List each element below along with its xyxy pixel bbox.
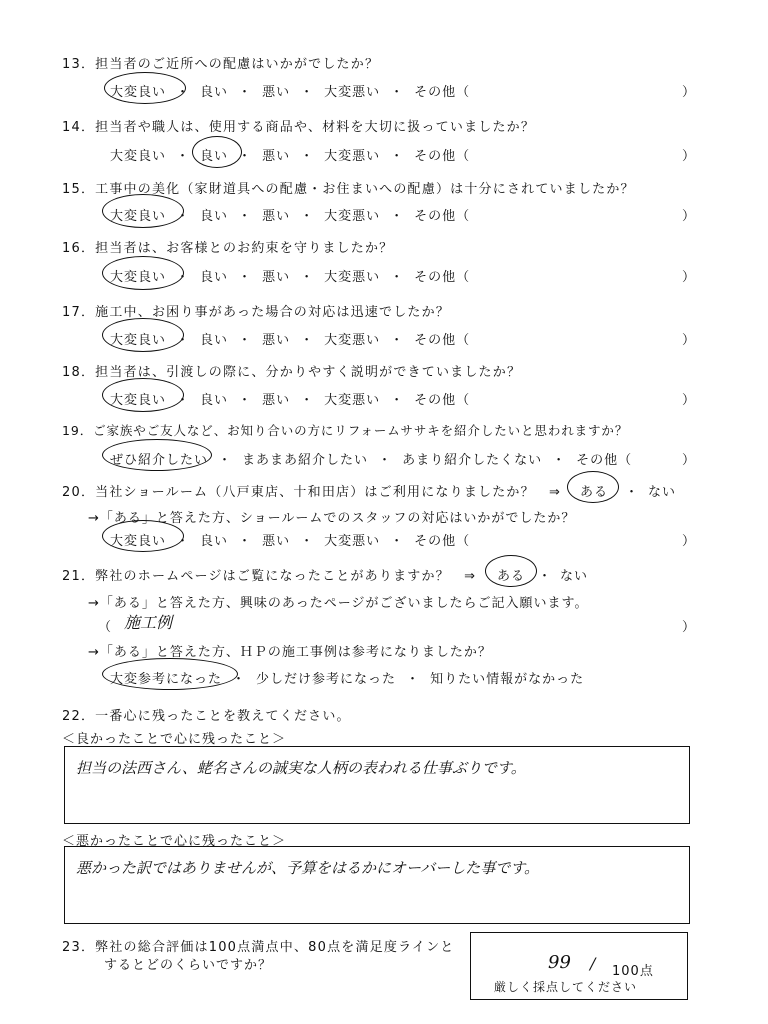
option-good: 良い [200, 85, 229, 100]
option-bad: 悪い [262, 85, 291, 100]
option-other: その他（ [414, 209, 471, 224]
good-section-label: ＜良かったことで心に残ったこと＞ [62, 732, 287, 747]
option-bad: 悪い [262, 333, 291, 348]
question-23: 23．弊社の総合評価は100点満点中、80点を満足度ラインと [62, 940, 455, 955]
question-21-followup-2: →「ある」と答えた方、ＨＰの施工事例は参考になりましたか？ [88, 645, 492, 660]
option-very-bad: 大変悪い [324, 393, 381, 408]
option-yes: ある [497, 569, 526, 584]
option-very-bad: 大変悪い [324, 270, 381, 285]
dot-separator: ・ [625, 485, 640, 500]
option-bad: 悪い [262, 393, 291, 408]
option-very-good: 大変良い [110, 149, 167, 164]
option-good: 良い [200, 149, 229, 164]
rating-options-15: 大変良い ・ 良い ・ 悪い ・ 大変悪い ・ その他（ [110, 205, 470, 224]
option-very-good: 大変良い [110, 333, 167, 348]
rating-options-14: 大変良い ・ 良い ・ 悪い ・ 大変悪い ・ その他（ [110, 145, 470, 164]
question-17: 17．施工中、お困り事があった場合の対応は迅速でしたか？ [62, 305, 451, 320]
question-21-followup-1: →「ある」と答えた方、興味のあったページがございましたらご記入願います。 [88, 596, 589, 611]
question-14: 14．担当者や職人は、使用する商品や、材料を大切に扱っていましたか？ [62, 120, 536, 135]
option-other: その他（ [414, 393, 471, 408]
rating-options-17: 大変良い ・ 良い ・ 悪い ・ 大変悪い ・ その他（ [110, 329, 470, 348]
close-paren: ） [682, 270, 696, 285]
option-other: その他（ [414, 270, 471, 285]
option-very-good: 大変良い [110, 209, 167, 224]
option-good: 良い [200, 393, 229, 408]
option-somewhat-refer: まあまあ紹介したい [242, 453, 369, 468]
question-21: 21．弊社のホームページはご覧になったことがありますか？ ⇒ [62, 569, 477, 584]
option-yes: ある [580, 485, 609, 500]
option-not-refer: あまり紹介したくない [402, 453, 543, 468]
option-other: その他（ [576, 453, 633, 468]
option-very-good: 大変良い [110, 534, 167, 549]
rating-options-18: 大変良い ・ 良い ・ 悪い ・ 大変悪い ・ その他（ [110, 389, 470, 408]
option-very-bad: 大変悪い [324, 534, 381, 549]
bad-answer-handwriting: 悪かった訳ではありませんが、予算をはるかにオーバーした事です。 [76, 859, 540, 877]
referral-options-19: ぜひ紹介したい ・ まあまあ紹介したい ・ あまり紹介したくない ・ その他（ [110, 449, 632, 468]
open-paren: （ [98, 620, 113, 635]
question-15: 15．工事中の美化（家財道具への配慮・お住まいへの配慮）は十分にされていましたか？ [62, 182, 635, 197]
handwritten-answer-pages: 施工例 [124, 613, 173, 632]
reference-options-21: 大変参考になった ・ 少しだけ参考になった ・ 知りたい情報がなかった [110, 668, 584, 687]
question-16: 16．担当者は、お客様とのお約束を守りましたか？ [62, 241, 394, 256]
option-very-bad: 大変悪い [324, 85, 381, 100]
option-other: その他（ [414, 85, 471, 100]
rating-options-13: 大変良い ・ 良い ・ 悪い ・ 大変悪い ・ その他（ [110, 81, 470, 100]
score-max: 100点 [612, 964, 654, 979]
option-bad: 悪い [262, 534, 291, 549]
dot-separator: ・ [538, 569, 553, 584]
close-paren: ） [682, 453, 696, 468]
option-no: ない [560, 569, 589, 584]
option-bad: 悪い [262, 209, 291, 224]
option-other: その他（ [414, 534, 471, 549]
option-very-good: 大変良い [110, 270, 167, 285]
rating-options-20: 大変良い ・ 良い ・ 悪い ・ 大変悪い ・ その他（ [110, 530, 470, 549]
question-13: 13．担当者のご近所への配慮はいかがでしたか？ [62, 57, 380, 72]
rating-options-16: 大変良い ・ 良い ・ 悪い ・ 大変悪い ・ その他（ [110, 266, 470, 285]
option-good: 良い [200, 534, 229, 549]
option-no: ない [648, 485, 677, 500]
option-other: その他（ [414, 149, 471, 164]
option-very-bad: 大変悪い [324, 333, 381, 348]
score-instruction: 厳しく採点してください [494, 980, 638, 994]
option-very-good: 大変良い [110, 393, 167, 408]
bad-section-label: ＜悪かったことで心に残ったこと＞ [62, 834, 287, 849]
option-bad: 悪い [262, 270, 291, 285]
option-no-info: 知りたい情報がなかった [430, 672, 585, 687]
option-bad: 悪い [262, 149, 291, 164]
handwritten-score: 99 [548, 952, 571, 973]
question-18: 18．担当者は、引渡しの際に、分かりやすく説明ができていましたか？ [62, 365, 522, 380]
option-slightly-helpful: 少しだけ参考になった [256, 672, 397, 687]
close-paren: ） [682, 209, 696, 224]
option-other: その他（ [414, 333, 471, 348]
option-very-bad: 大変悪い [324, 209, 381, 224]
close-paren: ） [682, 393, 696, 408]
option-definitely-refer: ぜひ紹介したい [110, 453, 209, 468]
question-23-line2: するとどのくらいですか？ [104, 958, 273, 973]
option-very-good: 大変良い [110, 85, 167, 100]
question-19: 19．ご家族やご友人など、お知り合いの方にリフォームササキを紹介したいと思われますか？ [62, 423, 629, 438]
option-very-helpful: 大変参考になった [110, 672, 223, 687]
question-20: 20．当社ショールーム（八戸東店、十和田店）はご利用になりましたか？ ⇒ [62, 485, 562, 500]
question-22: 22．一番心に残ったことを教えてください。 [62, 709, 351, 724]
close-paren: ） [682, 149, 696, 164]
close-paren: ） [682, 534, 696, 549]
option-good: 良い [200, 270, 229, 285]
close-paren: ） [682, 620, 696, 635]
question-20-followup: →「ある」と答えた方、ショールームでのスタッフの対応はいかがでしたか？ [88, 511, 576, 526]
option-good: 良い [200, 209, 229, 224]
score-slash: / [590, 954, 596, 973]
option-very-bad: 大変悪い [324, 149, 381, 164]
close-paren: ） [682, 85, 696, 100]
option-good: 良い [200, 333, 229, 348]
close-paren: ） [682, 333, 696, 348]
good-answer-handwriting: 担当の法西さん、蛯名さんの誠実な人柄の表われる仕事ぶりです。 [76, 759, 526, 777]
